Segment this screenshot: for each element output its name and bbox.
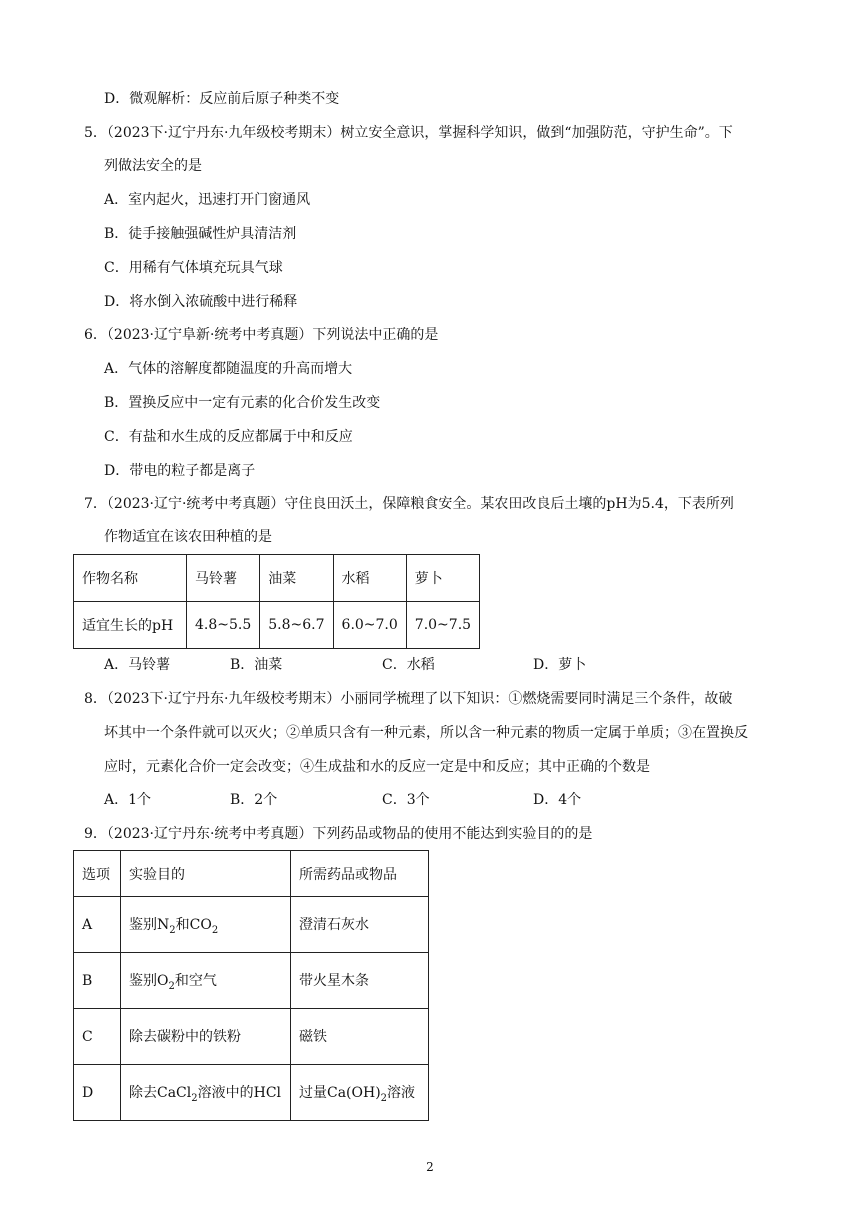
q9-stem: 9．（2023·辽宁丹东·统考中考真题）下列药品或物品的使用不能达到实验目的的是: [84, 826, 593, 842]
q9-goal-text: 和CO: [175, 916, 212, 933]
q7-option-a: A．马铃薯: [104, 657, 171, 673]
q9-goal-cell: [121, 897, 291, 953]
q6-option-b: B．置换反应中一定有元素的化合价发生改变: [104, 395, 381, 411]
q9-goal-text: 和空气: [174, 972, 217, 989]
q7-header-cell: 作物名称: [74, 555, 187, 602]
q9-item-cell: [291, 953, 429, 1009]
q9-header-cell: 实验目的: [121, 851, 291, 897]
q6-stem: 6．（2023·辽宁阜新·统考中考真题）下列说法中正确的是: [84, 327, 439, 343]
q9-goal-text: 溶液中的HCl: [197, 1084, 282, 1101]
q9-goal-subscript: 2: [191, 1092, 198, 1104]
q9-item-text: 磁铁: [299, 1028, 327, 1045]
q6-option-d: D．带电的粒子都是离子: [104, 463, 256, 479]
table-row: [74, 953, 429, 1009]
q8-option-d: D．4个: [533, 792, 582, 808]
q7-stem-line1: 7．（2023·辽宁·统考中考真题）守住良田沃土，保障粮食安全。某农田改良后土壤的pH为5.4，下表所列: [84, 496, 734, 512]
q5-option-a: A．室内起火，迅速打开门窗通风: [104, 192, 311, 208]
q9-experiment-table: [73, 850, 429, 1121]
q9-item-subscript: 2: [380, 1092, 388, 1104]
q5-stem-line1: 5．（2023下·辽宁丹东·九年级校考期末）树立安全意识，掌握科学知识，做到“加强防范，守护生命”。下: [84, 125, 733, 141]
q9-goal-cell: [121, 1009, 291, 1065]
q7-row-cell: 适宜生长的pH: [74, 602, 187, 649]
q9-goal-text: 鉴别O: [129, 972, 169, 989]
q7-header-cell: 水稻: [333, 555, 406, 602]
q7-crop-table: [73, 554, 480, 649]
q6-option-c: C．有盐和水生成的反应都属于中和反应: [104, 429, 353, 445]
q7-option-d: D．萝卜: [533, 657, 587, 673]
q7-row-cell: 7.0~7.5: [406, 602, 479, 649]
q7-row-cell: 4.8~5.5: [187, 602, 260, 649]
q8-stem-line2: 坏其中一个条件就可以灭火；②单质只含有一种元素，所以含一种元素的物质一定属于单质；③在置换反: [104, 725, 748, 741]
q9-header-cell: 所需药品或物品: [291, 851, 429, 897]
q9-goal-text: 除去CaCl: [129, 1084, 192, 1101]
q7-options: [0, 655, 860, 675]
q5-option-c: C．用稀有气体填充玩具气球: [104, 260, 283, 276]
q9-item-text: 澄清石灰水: [299, 916, 369, 933]
q4-option-d: D．微观解析：反应前后原子种类不变: [104, 91, 340, 107]
table-row: [74, 897, 429, 953]
q7-header-cell: 马铃薯: [187, 555, 260, 602]
table-row: [74, 1009, 429, 1065]
q9-goal-text: 鉴别N: [129, 916, 170, 933]
q7-stem-line2: 作物适宜在该农田种植的是: [104, 529, 272, 545]
q9-option-cell: D: [74, 1065, 121, 1121]
q5-stem-line2: 列做法安全的是: [104, 158, 202, 174]
q8-stem-line3: 应时，元素化合价一定会改变；④生成盐和水的反应一定是中和反应；其中正确的个数是: [104, 759, 650, 775]
q9-item-text: 带火星木条: [299, 972, 369, 989]
q7-option-c: C．水稻: [382, 657, 435, 673]
q9-option-cell: C: [74, 1009, 121, 1065]
q9-item-cell: [291, 897, 429, 953]
q9-goal-text: 除去碳粉中的铁粉: [129, 1028, 241, 1045]
q8-option-a: A．1个: [104, 792, 152, 808]
q8-stem-line1: 8．（2023下·辽宁丹东·九年级校考期末）小丽同学梳理了以下知识：①燃烧需要同时满足三个条件，故破: [84, 691, 733, 707]
q7-header-cell: 油菜: [260, 555, 333, 602]
q9-goal-subscript: 2: [168, 980, 175, 992]
q5-option-d: D．将水倒入浓硫酸中进行稀释: [104, 294, 298, 310]
q7-row-cell: 5.8~6.7: [260, 602, 333, 649]
q7-option-b: B．油菜: [230, 657, 283, 673]
page-number: 2: [426, 1160, 434, 1174]
q8-option-b: B．2个: [230, 792, 278, 808]
q7-table-header-row: [74, 555, 480, 602]
q8-option-c: C．3个: [382, 792, 430, 808]
q9-goal-subscript: 2: [169, 924, 176, 936]
q9-table-header-row: [74, 851, 429, 897]
q9-header-cell: 选项: [74, 851, 121, 897]
q6-option-a: A．气体的溶解度都随温度的升高而增大: [104, 361, 353, 377]
q9-option-cell: A: [74, 897, 121, 953]
q9-item-cell: [291, 1065, 429, 1121]
q5-option-b: B．徒手接触强碱性炉具清洁剂: [104, 226, 297, 242]
q9-goal-subscript: 2: [211, 924, 219, 936]
q9-item-text: 过量Ca(OH): [299, 1084, 381, 1101]
q7-header-cell: 萝卜: [406, 555, 479, 602]
table-row: [74, 1065, 429, 1121]
q9-goal-cell: [121, 953, 291, 1009]
q9-item-text: 溶液: [387, 1084, 416, 1101]
q9-option-cell: B: [74, 953, 121, 1009]
q9-item-cell: [291, 1009, 429, 1065]
q8-options: [0, 790, 860, 810]
q7-row-cell: 6.0~7.0: [333, 602, 406, 649]
q9-goal-cell: [121, 1065, 291, 1121]
q7-table-row: [74, 602, 480, 649]
